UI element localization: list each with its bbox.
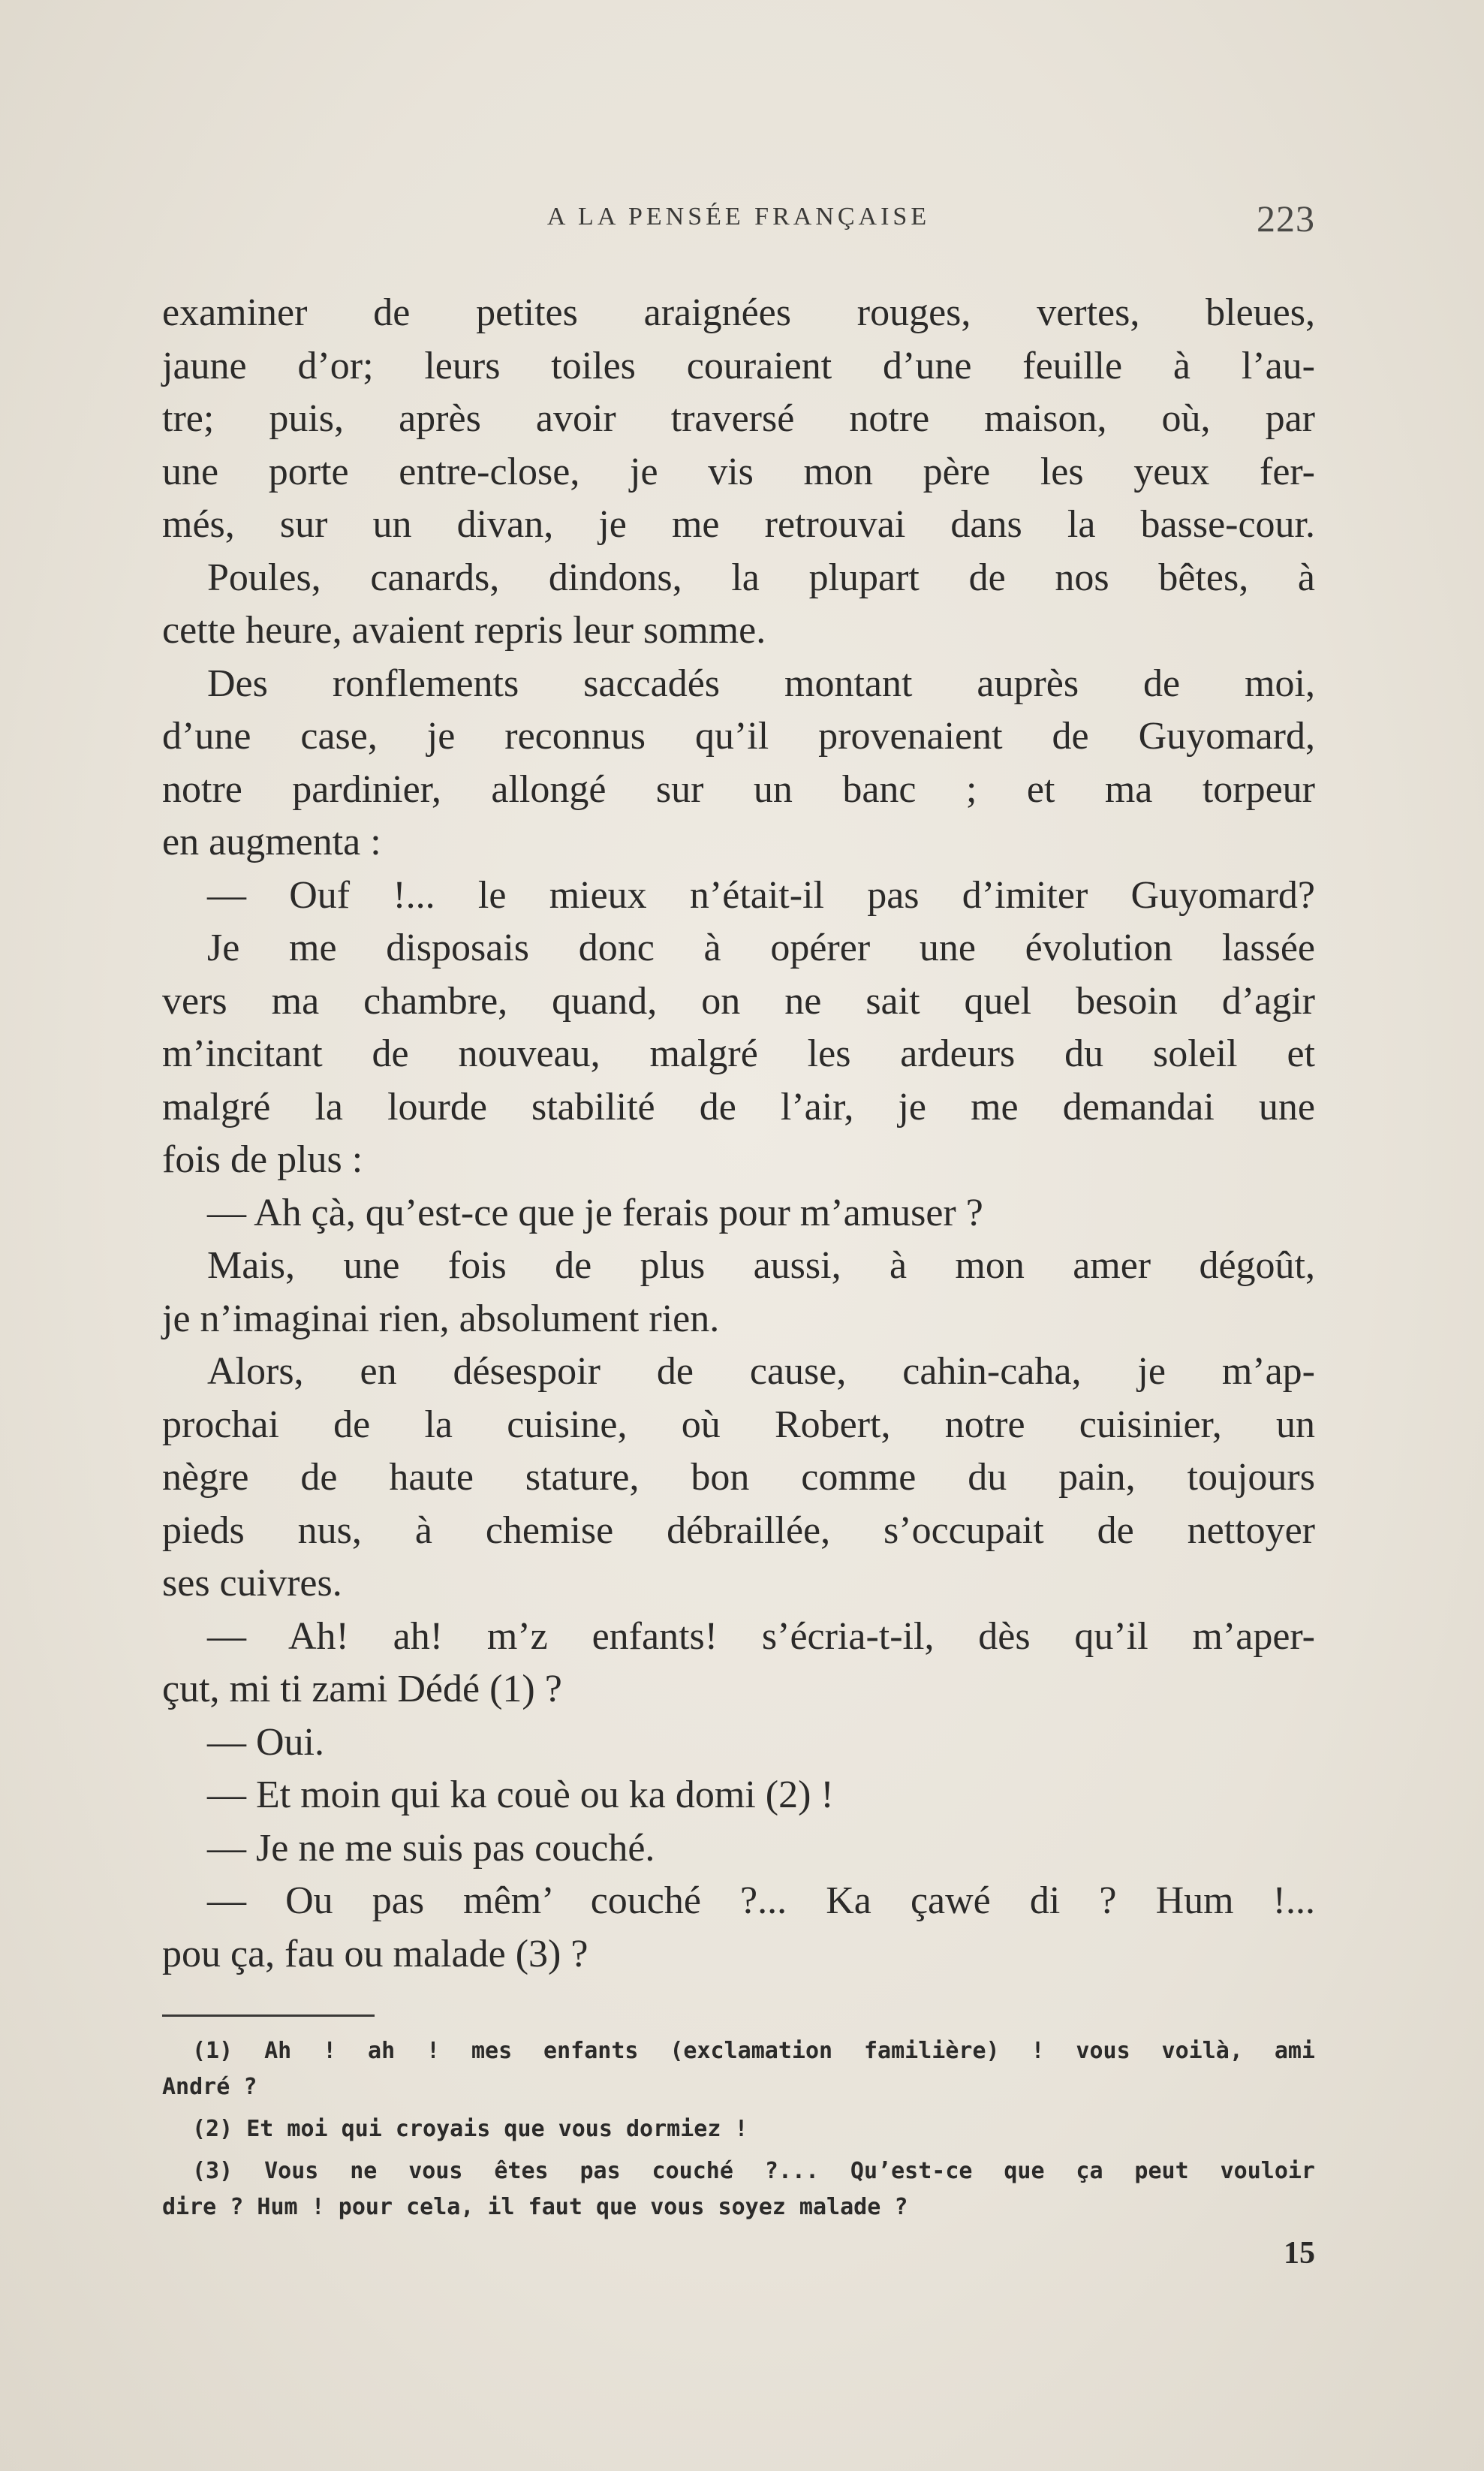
text-line: Alors, en désespoir de cause, cahin-caha, je m’ap-: [207, 1350, 1315, 1393]
text-line: Mais, une fois de plus aussi, à mon amer dégoût,: [207, 1244, 1315, 1287]
running-title: A LA PENSÉE FRANÇAISE: [546, 203, 931, 231]
text-line: vers ma chambre, quand, on ne sait quel besoin d’agir: [162, 979, 1315, 1023]
footnote-3: (3) Vous ne vous êtes pas couché ?... Qu’est-ce que ça peut vouloir: [192, 2158, 1315, 2184]
text-line: nègre de haute stature, bon comme du pain, toujours: [162, 1456, 1315, 1499]
footnote-1-continued: André ?: [162, 2074, 257, 2100]
text-line: Je me disposais donc à opérer une évolution lassée: [207, 927, 1315, 969]
text-line: més, sur un divan, je me retrouvai dans la basse-cour.: [162, 503, 1315, 546]
running-header: [162, 197, 1315, 249]
text-line: — Et moin qui ka couè ou ka domi (2) !: [207, 1773, 834, 1816]
text-line: çut, mi ti zami Dédé (1) ?: [162, 1668, 562, 1710]
text-line: — Ou pas mêm’ couché ?... Ka çawé di ? Hum !...: [207, 1879, 1315, 1922]
footnote-divider: [162, 2014, 375, 2017]
text-line: une porte entre-close, je vis mon père les yeux fer-: [162, 450, 1315, 493]
text-line: cette heure, avaient repris leur somme.: [162, 609, 766, 652]
text-line: m’incitant de nouveau, malgré les ardeurs du soleil et: [162, 1032, 1315, 1075]
text-line: examiner de petites araignées rouges, vertes, bleues,: [162, 291, 1315, 334]
text-line: fois de plus :: [162, 1138, 363, 1181]
text-line: ses cuivres.: [162, 1562, 342, 1605]
text-line: Poules, canards, dindons, la plupart de nos bêtes, à: [207, 556, 1315, 599]
text-line: je n’imaginai rien, absolument rien.: [162, 1297, 720, 1340]
page-number: 223: [1257, 197, 1315, 240]
text-line: jaune d’or; leurs toiles couraient d’une feuille à l’au-: [162, 344, 1315, 387]
text-line: — Oui.: [207, 1720, 324, 1764]
text-line: pou ça, fau ou malade (3) ?: [162, 1932, 588, 1975]
text-line: pieds nus, à chemise débraillée, s’occupait de nettoyer: [162, 1508, 1315, 1552]
text-line: — Ah çà, qu’est-ce que je ferais pour m’amuser ?: [207, 1191, 983, 1234]
footnote-2: (2) Et moi qui croyais que vous dormiez !: [192, 2116, 748, 2142]
text-line: — Ah! ah! m’z enfants! s’écria-t-il, dès qu’il m’aper-: [207, 1614, 1315, 1658]
text-line: Des ronflements saccadés montant auprès de moi,: [207, 661, 1315, 705]
footnote-1: (1) Ah ! ah ! mes enfants (exclamation familière) ! vous voilà, ami: [192, 2038, 1315, 2064]
footnote-3-continued: dire ? Hum ! pour cela, il faut que vous soyez malade ?: [162, 2194, 908, 2220]
text-line: en augmenta :: [162, 821, 381, 863]
signature-mark: 15: [1284, 2236, 1315, 2271]
text-line: — Je ne me suis pas couché.: [207, 1826, 655, 1870]
text-line: d’une case, je reconnus qu’il provenaient de Guyomard,: [162, 715, 1315, 758]
text-line: notre pardinier, allongé sur un banc ; et ma torpeur: [162, 767, 1315, 811]
text-line: prochai de la cuisine, où Robert, notre cuisinier, un: [162, 1403, 1315, 1446]
text-line: tre; puis, après avoir traversé notre maison, où, par: [162, 397, 1315, 440]
text-line: — Ouf !... le mieux n’était-il pas d’imiter Guyomard?: [207, 873, 1315, 917]
footnotes: [162, 2033, 1315, 2225]
body-text: [162, 287, 1315, 1981]
text-line: malgré la lourde stabilité de l’air, je me demandai une: [162, 1085, 1315, 1129]
